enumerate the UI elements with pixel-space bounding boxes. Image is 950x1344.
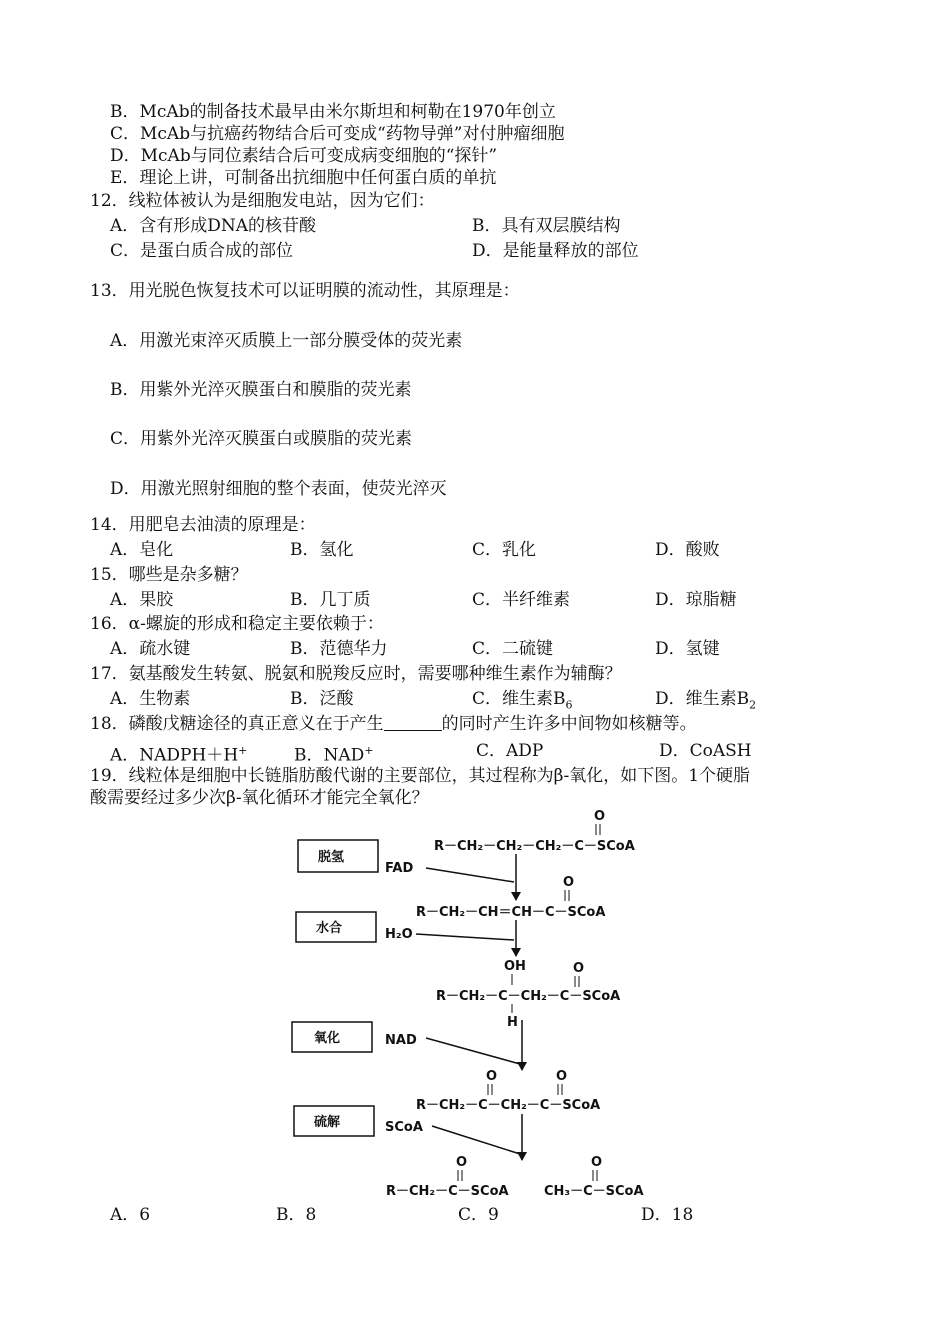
cofactor-scoa: SCoA — [385, 1120, 423, 1135]
q11-option-c: C．McAb与抗癌药物结合后可变成“药物导弹”对付肿瘤细胞 — [110, 124, 565, 144]
q17-option-a: A．生物素 — [110, 689, 191, 709]
q17-option-b: B．泛酸 — [290, 689, 354, 709]
carbonyl-o-3: O — [573, 961, 585, 976]
arrow-cofactor-4 — [432, 1126, 520, 1154]
formula-acyl-coa: R－CH₂－CH₂－CH₂－C－SCoA — [434, 839, 635, 854]
q14-stem: 14．用肥皂去油渍的原理是： — [90, 515, 316, 535]
q16-option-d: D．氢键 — [655, 639, 720, 659]
step-label-oxidation: 氧化 — [314, 1031, 341, 1046]
formula-enoyl-coa: R－CH₂－CH＝CH－C－SCoA — [416, 905, 606, 920]
q16-stem: 16．α-螺旋的形成和稳定主要依赖于： — [90, 614, 384, 634]
q15-stem: 15．哪些是杂多糖？ — [90, 565, 248, 585]
q18-option-a: A．NADPH＋H+ — [110, 744, 248, 766]
q17-stem: 17．氨基酸发生转氨、脱氨和脱羧反应时，需要哪种维生素作为辅酶？ — [90, 664, 622, 684]
carbonyl-o-2: O — [563, 875, 575, 890]
q14-option-c: C．乳化 — [472, 540, 537, 560]
q19-option-b: B．8 — [276, 1205, 317, 1225]
q14-option-d: D．酸败 — [655, 540, 720, 560]
step-label-dehydrogenation: 脱氢 — [318, 850, 345, 865]
q12-stem: 12．线粒体被认为是细胞发电站，因为它们： — [90, 191, 435, 211]
q18-option-b: B．NAD+ — [294, 744, 374, 766]
q19-option-c: C．9 — [458, 1205, 499, 1225]
q15-option-a: A．果胶 — [110, 590, 174, 610]
q12-option-b: B．具有双层膜结构 — [472, 216, 621, 236]
cofactor-fad: FAD — [385, 861, 414, 876]
hydrogen-h: H — [507, 1015, 518, 1030]
q15-option-c: C．半纤维素 — [472, 590, 571, 610]
q15-option-d: D．琼脂糖 — [655, 590, 737, 610]
q13-option-a: A．用激光束淬灭质膜上一部分膜受体的荧光素 — [110, 331, 463, 351]
step-label-hydration: 水合 — [316, 921, 343, 936]
q12-option-a: A．含有形成DNA的核苷酸 — [110, 216, 317, 236]
q14-option-a: A．皂化 — [110, 540, 174, 560]
q17-option-c: C．维生素$B_6$ — [472, 689, 573, 712]
q11-option-d: D．McAb与同位素结合后可变成病变细胞的“探针” — [110, 146, 498, 166]
cofactor-water: H₂O — [385, 927, 413, 942]
formula-product-acetyl-coa: CH₃－C－SCoA — [544, 1184, 644, 1199]
q13-option-d: D．用激光照射细胞的整个表面，使荧光淬灭 — [110, 479, 447, 499]
q16-option-a: A．疏水键 — [110, 639, 191, 659]
q12-option-c: C．是蛋白质合成的部位 — [110, 241, 294, 261]
carbonyl-o-5b: O — [591, 1155, 603, 1170]
q16-option-c: C．二硫键 — [472, 639, 554, 659]
carbonyl-o-5a: O — [456, 1155, 468, 1170]
arrow-cofactor-3 — [426, 1038, 520, 1064]
q18-option-d: D．CoASH — [659, 741, 752, 761]
q12-option-d: D．是能量释放的部位 — [472, 241, 639, 261]
q13-option-b: B．用紫外光淬灭膜蛋白和膜脂的荧光素 — [110, 380, 412, 400]
carbonyl-o-1: O — [594, 809, 606, 824]
q16-option-b: B．范德华力 — [290, 639, 388, 659]
q18-stem: 18．磷酸戊糖途径的真正意义在于产生 的同时产生许多中间物如核糖等。 — [90, 714, 697, 734]
beta-oxidation-diagram — [286, 808, 676, 1208]
q13-option-c: C．用紫外光淬灭膜蛋白或膜脂的荧光素 — [110, 429, 413, 449]
arrow-cofactor-2 — [416, 934, 514, 940]
formula-ketoacyl-coa: R－CH₂－C－CH₂－C－SCoA — [416, 1098, 601, 1113]
q19-option-a: A．6 — [110, 1205, 151, 1225]
q15-option-b: B．几丁质 — [290, 590, 371, 610]
q11-option-e: E．理论上讲，可制备出抗细胞中任何蛋白质的单抗 — [110, 168, 497, 188]
q19-option-d: D．18 — [641, 1205, 694, 1225]
q19-stem-line2: 酸需要经过多少次β-氧化循环才能完全氧化？ — [90, 788, 429, 808]
cofactor-nad: NAD — [385, 1033, 417, 1048]
formula-product-acyl-coa: R－CH₂－C－SCoA — [386, 1184, 509, 1199]
carbonyl-o-4b: O — [556, 1069, 568, 1084]
arrow-cofactor-1 — [426, 868, 514, 882]
carbonyl-o-4a: O — [486, 1069, 498, 1084]
q13-stem: 13．用光脱色恢复技术可以证明膜的流动性，其原理是： — [90, 281, 520, 301]
q17-option-d: D．维生素$B_2$ — [655, 689, 757, 712]
step-label-thiolysis: 硫解 — [314, 1115, 341, 1130]
answer-blank — [384, 714, 442, 731]
hydroxyl-oh: OH — [504, 959, 526, 974]
q11-option-b: B．McAb的制备技术最早由米尔斯坦和柯勒在1970年创立 — [110, 102, 556, 122]
formula-hydroxyacyl-coa: R－CH₂－C－CH₂－C－SCoA — [436, 989, 621, 1004]
q19-stem-line1: 19．线粒体是细胞中长链脂肪酸代谢的主要部位，其过程称为β-氧化，如下图。1个硬脂 — [90, 766, 751, 786]
q14-option-b: B．氢化 — [290, 540, 354, 560]
q18-option-c: C．ADP — [476, 741, 544, 761]
